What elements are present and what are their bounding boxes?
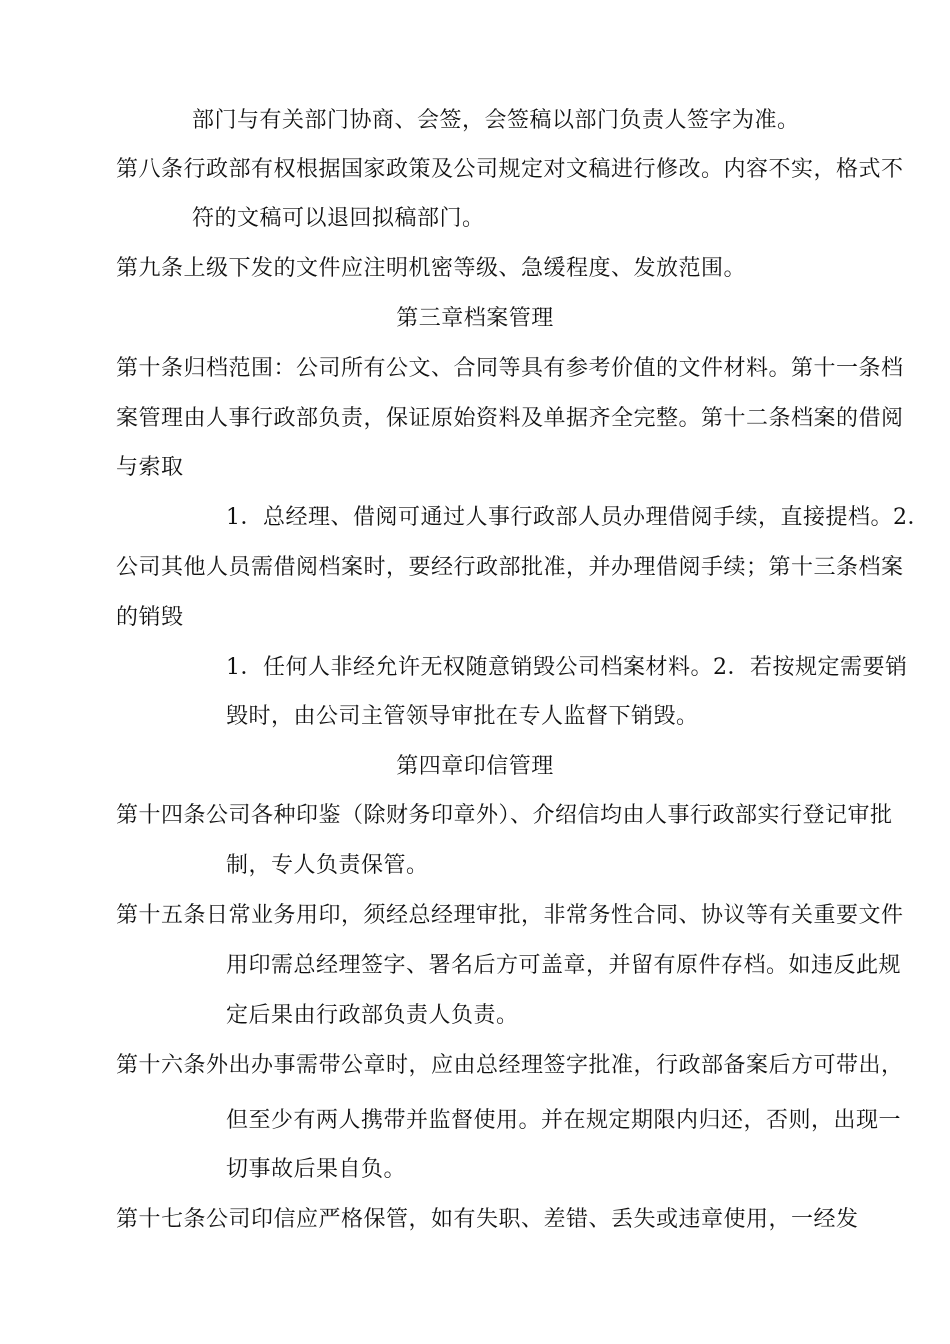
- text-line: 但至少有两人携带并监督使用。并在规定期限内归还，否则，出现一: [226, 1108, 902, 1133]
- chapter-3-heading: 第三章档案管理: [396, 306, 554, 331]
- chapter-4-heading: 第四章印信管理: [396, 754, 554, 779]
- article-17-line: 第十七条公司印信应严格保管，如有失职、差错、丢失或违章使用，一经发: [116, 1207, 859, 1232]
- article-10-line: 第十条归档范围：公司所有公文、合同等具有参考价值的文件材料。第十一条档: [116, 356, 904, 381]
- text-line: 案管理由人事行政部负责，保证原始资料及单据齐全完整。第十二条档案的借阅: [116, 406, 904, 431]
- article-9-line: 第九条上级下发的文件应注明机密等级、急缓程度、发放范围。: [116, 256, 747, 281]
- text-line: 公司其他人员需借阅档案时，要经行政部批准，并办理借阅手续；第十三条档案: [116, 555, 904, 580]
- list-item-line: 1．任何人非经允许无权随意销毁公司档案材料。2．若按规定需要销: [226, 655, 908, 680]
- text-line: 用印需总经理签字、署名后方可盖章，并留有原件存档。如违反此规: [226, 953, 902, 978]
- article-8-line: 第八条行政部有权根据国家政策及公司规定对文稿进行修改。内容不实，格式不: [116, 157, 904, 182]
- text-line: 的销毁: [116, 605, 184, 630]
- article-15-line: 第十五条日常业务用印，须经总经理审批，非常务性合同、协议等有关重要文件: [116, 903, 904, 928]
- text-line: 制，专人负责保管。: [226, 853, 429, 878]
- article-16-line: 第十六条外出办事需带公章时，应由总经理签字批准，行政部备案后方可带出，: [116, 1053, 904, 1078]
- text-line: 与索取: [116, 455, 184, 480]
- text-line: 定后果由行政部负责人负责。: [226, 1003, 519, 1028]
- list-item-line: 1．总经理、借阅可通过人事行政部人员办理借阅手续，直接提档。2．: [226, 505, 930, 530]
- text-line: 符的文稿可以退回拟稿部门。: [192, 206, 485, 231]
- article-14-line: 第十四条公司各种印鉴（除财务印章外）、介绍信均由人事行政部实行登记审批: [116, 803, 893, 828]
- text-line: 切事故后果自负。: [226, 1157, 407, 1182]
- text-line: 毁时，由公司主管领导审批在专人监督下销毁。: [226, 704, 699, 729]
- text-line: 部门与有关部门协商、会签，会签稿以部门负责人签字为准。: [192, 108, 800, 133]
